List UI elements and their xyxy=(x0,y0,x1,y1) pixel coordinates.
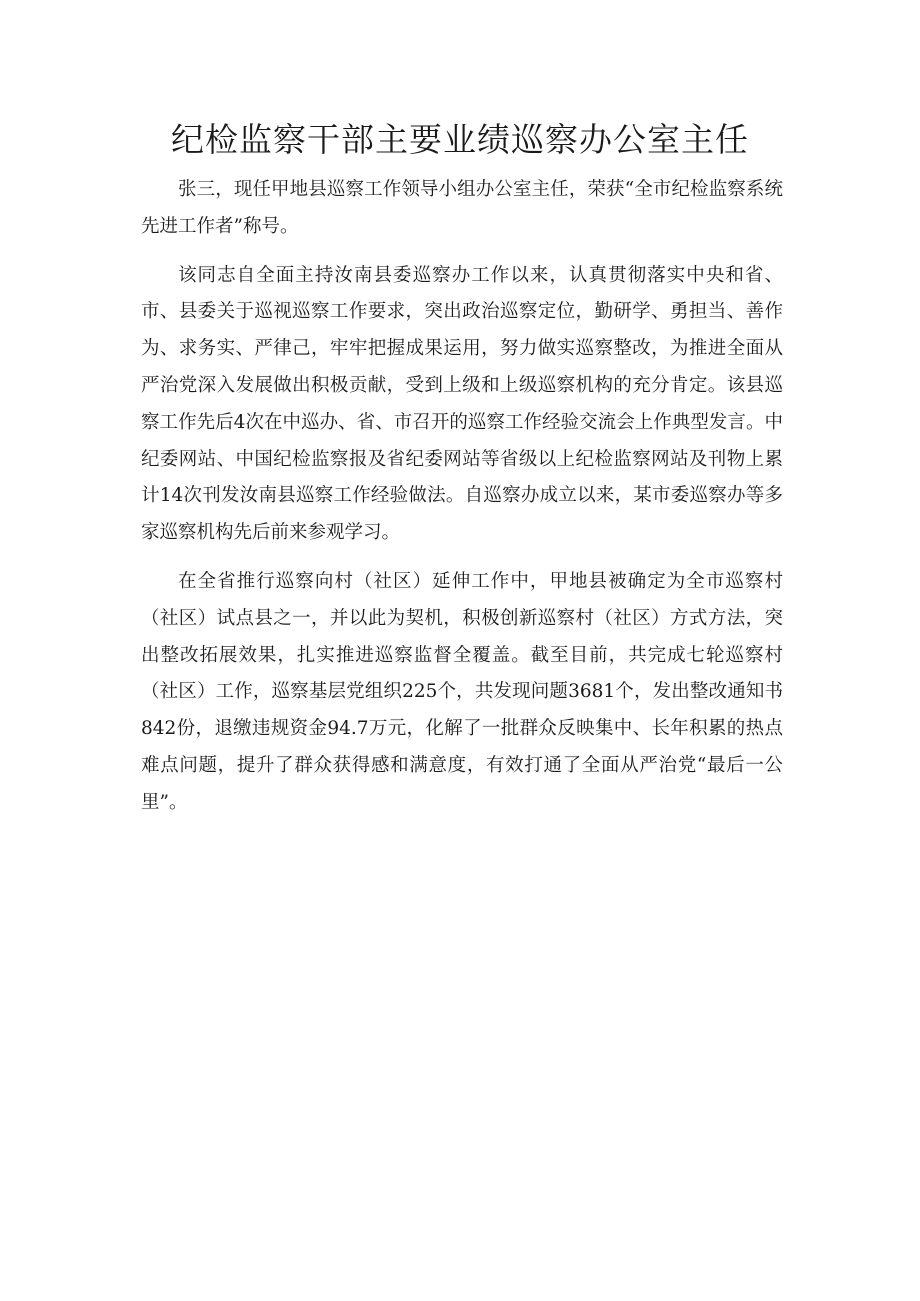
paragraph-village-inspection: 在全省推行巡察向村（社区）延伸工作中，甲地县被确定为全市巡察村（社区）试点县之一，并以此为契机，积极创新巡察村（社区）方式方法，突出整改拓展效果，扎实推进巡察监督全覆盖。截至目前，共完成七轮巡察村（社区）工作，巡察基层党组织225个，共发现问题3681个，发出整改通知书842份，退缴违规资金94.7万元，化解了一批群众反映集中、长年积累的热点难点问题，提升了群众获得感和满意度，有效打通了全面从严治党“最后一公里”。 xyxy=(141,570,783,813)
document-title: 纪检监察干部主要业绩巡察办公室主任 xyxy=(171,120,749,159)
document-body xyxy=(141,172,783,834)
paragraph-achievements: 该同志自全面主持汝南县委巡察办工作以来，认真贯彻落实中央和省、市、县委关于巡视巡察工作要求，突出政治巡察定位，勤研学、勇担当、善作为、求务实、严律己，牢牢把握成果运用，努力做实巡察整改，为推进全面从严治党深入发展做出积极贡献，受到上级和上级巡察机构的充分肯定。该县巡察工作先后4次在中巡办、省、市召开的巡察工作经验交流会上作典型发言。中纪委网站、中国纪检监察报及省纪委网站等省级以上纪检监察网站及刊物上累计14次刊发汝南县巡察工作经验做法。自巡察办成立以来，某市委巡察办等多家巡察机构先后前来参观学习。 xyxy=(141,264,783,544)
paragraph-intro: 张三，现任甲地县巡察工作领导小组办公室主任，荣获“全市纪检监察系统先进工作者”称号。 xyxy=(141,179,783,237)
